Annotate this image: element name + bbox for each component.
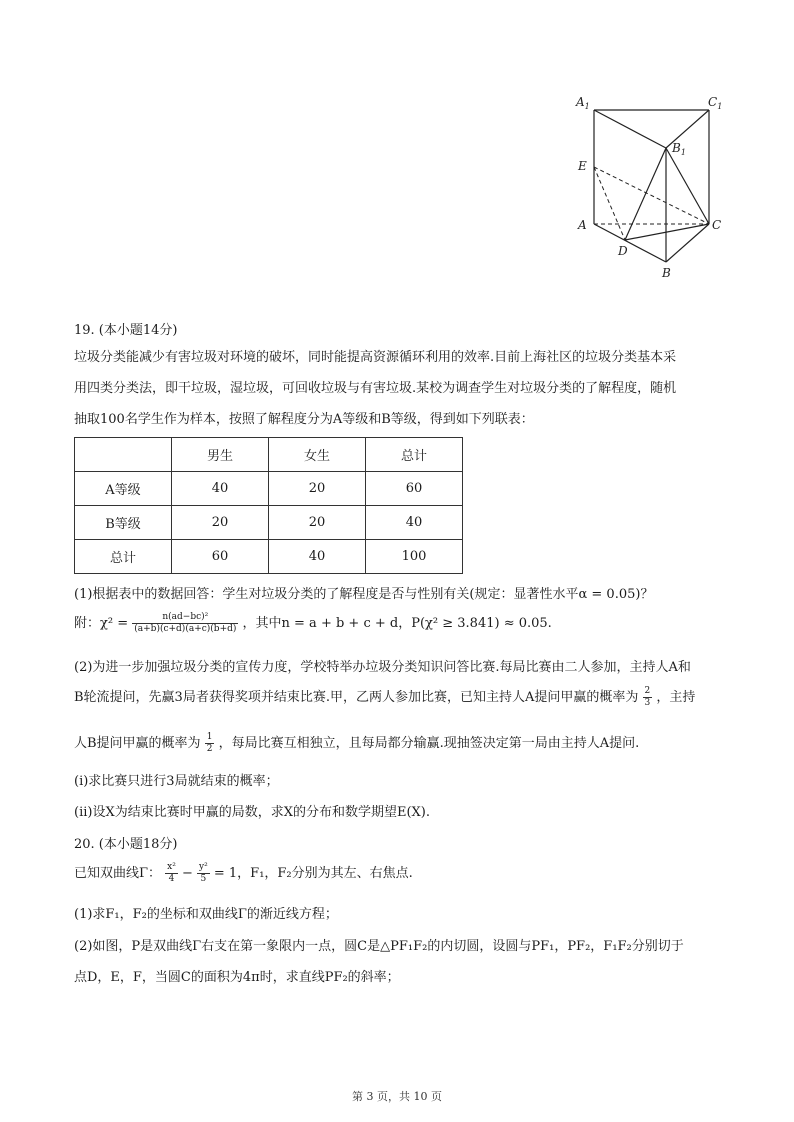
table-header-cell: 总计 bbox=[366, 438, 463, 472]
fraction-denominator: 3 bbox=[644, 698, 651, 708]
segment-EC-hidden bbox=[594, 167, 709, 224]
problem-20-question-2-line-2: 点D，E，F，当圆C的面积为4π时，求直线PF₂的斜率； bbox=[74, 970, 400, 985]
chi-square-fraction bbox=[132, 612, 238, 635]
problem-19-intro-3: 抽取100名学生作为样本，按照了解程度分为A等级和B等级，得到如下列联表： bbox=[74, 412, 534, 427]
text-segment: 人B提问甲赢的概率为 bbox=[74, 736, 201, 751]
table-row bbox=[75, 472, 463, 506]
text-segment: 已知双曲线Γ： bbox=[74, 866, 162, 881]
segment-DB1 bbox=[625, 148, 666, 240]
prism-diagram bbox=[570, 90, 730, 285]
fraction-denominator: (a+b)(c+d)(a+c)(b+d) bbox=[134, 624, 237, 634]
table-cell: A等级 bbox=[75, 472, 172, 506]
formula-suffix: ，其中n = a + b + c + d，P(χ² ≥ 3.841) ≈ 0.05. bbox=[242, 616, 552, 631]
probability-fraction-b bbox=[205, 732, 215, 755]
problem-20-question-2-line-1: (2)如图，P是双曲线Γ右支在第一象限内一点，圆C是△PF₁F₂的内切圆，设圆与PF₁，PF₂，F₁F₂分别切于 bbox=[74, 939, 684, 954]
label-D: D bbox=[618, 244, 628, 258]
fraction-numerator: 2 bbox=[644, 686, 651, 696]
problem-19-header: 19. (本小题14分) bbox=[74, 323, 178, 338]
segment-B1C bbox=[666, 148, 709, 224]
problem-19-formula bbox=[74, 612, 552, 635]
edge-BC bbox=[666, 224, 709, 262]
page-footer: 第 3 页，共 10 页 bbox=[352, 1090, 442, 1103]
prism-figure bbox=[570, 90, 730, 285]
table-header-cell: 女生 bbox=[269, 438, 366, 472]
segment-ED-hidden bbox=[594, 167, 625, 240]
problem-19-intro-1: 垃圾分类能减少有害垃圾对环境的破坏，同时能提高资源循环利用的效率.目前上海社区的垃圾分类基本采 bbox=[74, 350, 677, 365]
problem-19-question-1: (1)根据表中的数据回答：学生对垃圾分类的了解程度是否与性别有关(规定：显著性水平α = 0.05)？ bbox=[74, 587, 654, 602]
label-A1: $A_1$ bbox=[576, 95, 590, 111]
table-cell: 60 bbox=[172, 540, 269, 574]
fraction-numerator: x² bbox=[167, 862, 176, 872]
table-cell: 40 bbox=[172, 472, 269, 506]
label-C1: $C_1$ bbox=[708, 95, 723, 111]
fraction-denominator: 5 bbox=[200, 874, 207, 884]
y-squared-fraction bbox=[197, 862, 210, 885]
x-squared-fraction bbox=[165, 862, 178, 885]
fraction-denominator: 4 bbox=[168, 874, 175, 884]
problem-20-intro bbox=[74, 862, 413, 885]
fraction-numerator: 1 bbox=[206, 732, 213, 742]
label-A: A bbox=[578, 218, 587, 232]
table-cell: 20 bbox=[269, 506, 366, 540]
text-segment: B轮流提问，先赢3局者获得奖项并结束比赛.甲，乙两人参加比赛，已知主持人A提问甲赢的概率为 bbox=[74, 690, 639, 705]
problem-19-subquestion-ii: (ii)设X为结束比赛时甲赢的局数，求X的分布和数学期望E(X). bbox=[74, 805, 430, 820]
problem-19-intro-2: 用四类分类法，即干垃圾，湿垃圾，可回收垃圾与有害垃圾.某校为调查学生对垃圾分类的了解程度，随机 bbox=[74, 381, 677, 396]
table-cell: 20 bbox=[172, 506, 269, 540]
table-cell: 总计 bbox=[75, 540, 172, 574]
fraction-numerator: n(ad−bc)² bbox=[132, 612, 238, 624]
problem-19-question-2-line-1: (2)为进一步加强垃圾分类的宣传力度，学校特举办垃圾分类知识问答比赛.每局比赛由二人参加，主持人A和 bbox=[74, 660, 691, 675]
table-cell: B等级 bbox=[75, 506, 172, 540]
fraction-numerator: y² bbox=[199, 862, 208, 872]
problem-19-question-2-line-3 bbox=[74, 732, 639, 755]
label-E: E bbox=[578, 159, 587, 173]
text-segment: ，每局比赛互相独立，且每局都分输赢.现抽签决定第一局由主持人A提问. bbox=[218, 736, 640, 751]
table-cell: 40 bbox=[366, 506, 463, 540]
table-header-row bbox=[75, 438, 463, 472]
table-cell: 60 bbox=[366, 472, 463, 506]
text-segment: ，主持 bbox=[656, 690, 696, 705]
segment-DC bbox=[625, 224, 709, 240]
problem-19-subquestion-i: (i)求比赛只进行3局就结束的概率； bbox=[74, 774, 279, 789]
table-cell: 100 bbox=[366, 540, 463, 574]
formula-prefix: 附：χ² = bbox=[74, 616, 129, 631]
table-row bbox=[75, 540, 463, 574]
table-row bbox=[75, 506, 463, 540]
label-B: B bbox=[662, 266, 671, 280]
problem-20-question-1: (1)求F₁，F₂的坐标和双曲线Γ的渐近线方程； bbox=[74, 907, 338, 922]
problem-20-header: 20. (本小题18分) bbox=[74, 837, 178, 852]
table-cell: 20 bbox=[269, 472, 366, 506]
table-header-cell: 男生 bbox=[172, 438, 269, 472]
label-B1: $B_1$ bbox=[672, 141, 686, 157]
table-header-cell bbox=[75, 438, 172, 472]
fraction-denominator: 2 bbox=[206, 744, 213, 754]
label-C: C bbox=[712, 218, 722, 232]
table-cell: 40 bbox=[269, 540, 366, 574]
edge-A1B1 bbox=[594, 110, 666, 148]
probability-fraction-a bbox=[643, 686, 653, 709]
text-segment: = 1，F₁，F₂分别为其左、右焦点. bbox=[213, 866, 413, 881]
problem-19-question-2-line-2 bbox=[74, 686, 695, 709]
minus-sign: − bbox=[182, 866, 198, 881]
contingency-table bbox=[74, 437, 463, 574]
